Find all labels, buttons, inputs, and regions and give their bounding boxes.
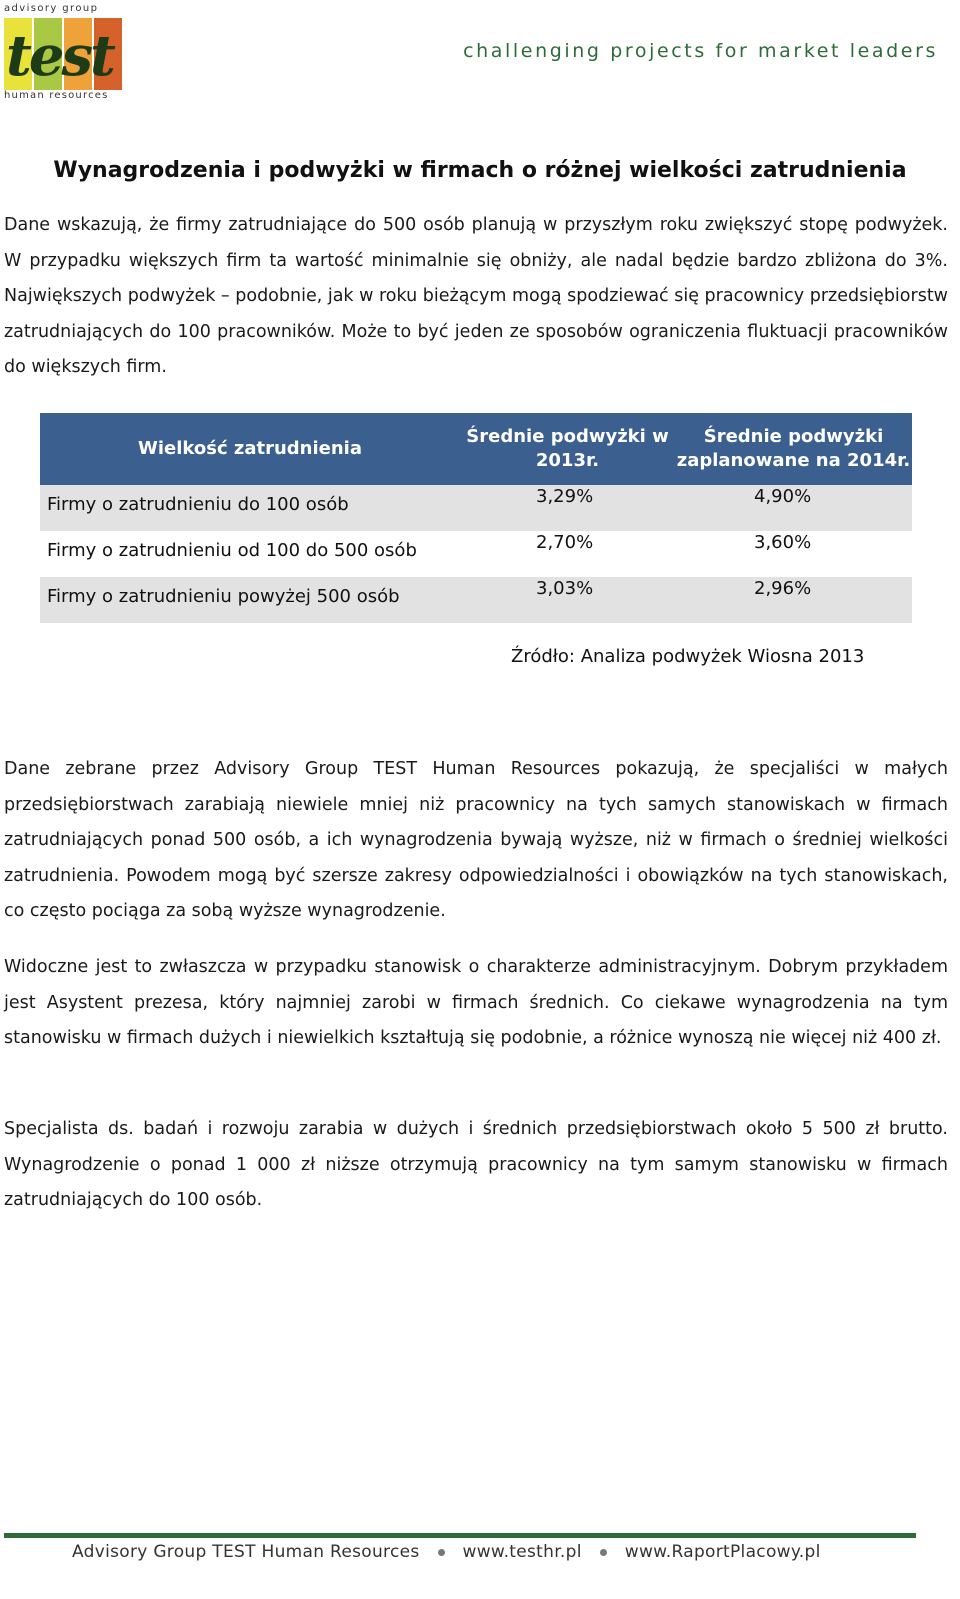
table-row xyxy=(40,577,912,623)
table-cell-2013: 3,03% xyxy=(536,578,594,599)
table-row xyxy=(40,485,912,531)
table-header-2013: Średnie podwyżki w 2013r. xyxy=(466,426,669,471)
header-tagline: challenging projects for market leaders xyxy=(463,40,938,62)
table-header-2014: Średnie podwyżki zaplanowane na 2014r. xyxy=(676,426,911,471)
body-paragraph-rnd: Specjalista ds. badań i rozwoju zarabia w dużych i średnich przedsiębiorstwach około 5 500 zł brutto. Wynagrodzenie o ponad 1 000 zł niższe otrzymują pracownicy na tym samym stanowisku w firmach zatrudniających do 100 osób. xyxy=(4,1119,948,1210)
company-logo xyxy=(4,3,122,99)
table-cell-size: Firmy o zatrudnieniu powyżej 500 osób xyxy=(47,586,400,607)
footer xyxy=(72,1542,821,1562)
body-paragraph-administrative: Widoczne jest to zwłaszcza w przypadku stanowisk o charakterze administracyjnym. Dobrym przykładem jest Asystent prezesa, który najmniej zarobi w firmach średnich. Co ciekawe wynagrodzenia na tym stanowisku w firmach dużych i niewielkich kształtują się podobnie, a różnice wynoszą nie więcej niż 400 zł. xyxy=(4,957,948,1048)
table-cell-2013: 3,29% xyxy=(536,486,594,507)
intro-paragraph: Dane wskazują, że firmy zatrudniające do 500 osób planują w przyszłym roku zwiększyć stopę podwyżek. W przypadku większych firm ta wartość minimalnie się obniży, ale nadal będzie bardzo zbliżona do 3%. Największych podwyżek – podobnie, jak w roku bieżącym mogą spodziewać się pracownicy przedsiębiorstw zatrudniających do 100 pracowników. Może to być jeden ze sposobów ograniczenia fluktuacji pracowników do większych firm. xyxy=(4,215,948,377)
table-cell-2014: 2,96% xyxy=(754,578,812,599)
logo-top-text: advisory group xyxy=(4,3,99,14)
logo-color-tiles xyxy=(4,18,122,90)
bullet-icon xyxy=(438,1549,445,1556)
footer-divider xyxy=(4,1533,916,1538)
table-cell-2014: 4,90% xyxy=(754,486,812,507)
body-paragraph-specialists: Dane zebrane przez Advisory Group TEST Human Resources pokazują, że specjaliści w małych przedsiębiorstwach zarabiają niewiele mniej niż pracownicy na tych samych stanowiskach w firmach zatrudniających ponad 500 osób, a ich wynagrodzenia bywają wyższe, niż w firmach o średniej wielkości zatrudnienia. Powodem mogą być szersze zakresy odpowiedzialności i obowiązków na tych stanowiskach, co często pociąga za sobą wyższe wynagrodzenie. xyxy=(4,759,948,921)
page-title: Wynagrodzenia i podwyżki w firmach o różnej wielkości zatrudnienia xyxy=(53,158,907,183)
bullet-icon xyxy=(600,1549,607,1556)
logo-bottom-text: human resources xyxy=(4,90,109,101)
table-header-size: Wielkość zatrudnienia xyxy=(137,438,363,459)
table-source-note: Źródło: Analiza podwyżek Wiosna 2013 xyxy=(511,646,865,667)
footer-link-testhr[interactable]: www.testhr.pl xyxy=(462,1542,582,1562)
footer-link-raportplacowy[interactable]: www.RaportPlacowy.pl xyxy=(624,1542,821,1562)
table-cell-2014: 3,60% xyxy=(754,532,812,553)
raises-table xyxy=(40,413,912,623)
table-row xyxy=(40,531,912,577)
table-header-row xyxy=(40,413,912,485)
table-cell-2013: 2,70% xyxy=(536,532,594,553)
footer-company: Advisory Group TEST Human Resources xyxy=(72,1542,420,1562)
table-cell-size: Firmy o zatrudnieniu do 100 osób xyxy=(47,494,349,515)
table-cell-size: Firmy o zatrudnieniu od 100 do 500 osób xyxy=(47,540,417,561)
logo-wordmark: test xyxy=(6,23,113,89)
